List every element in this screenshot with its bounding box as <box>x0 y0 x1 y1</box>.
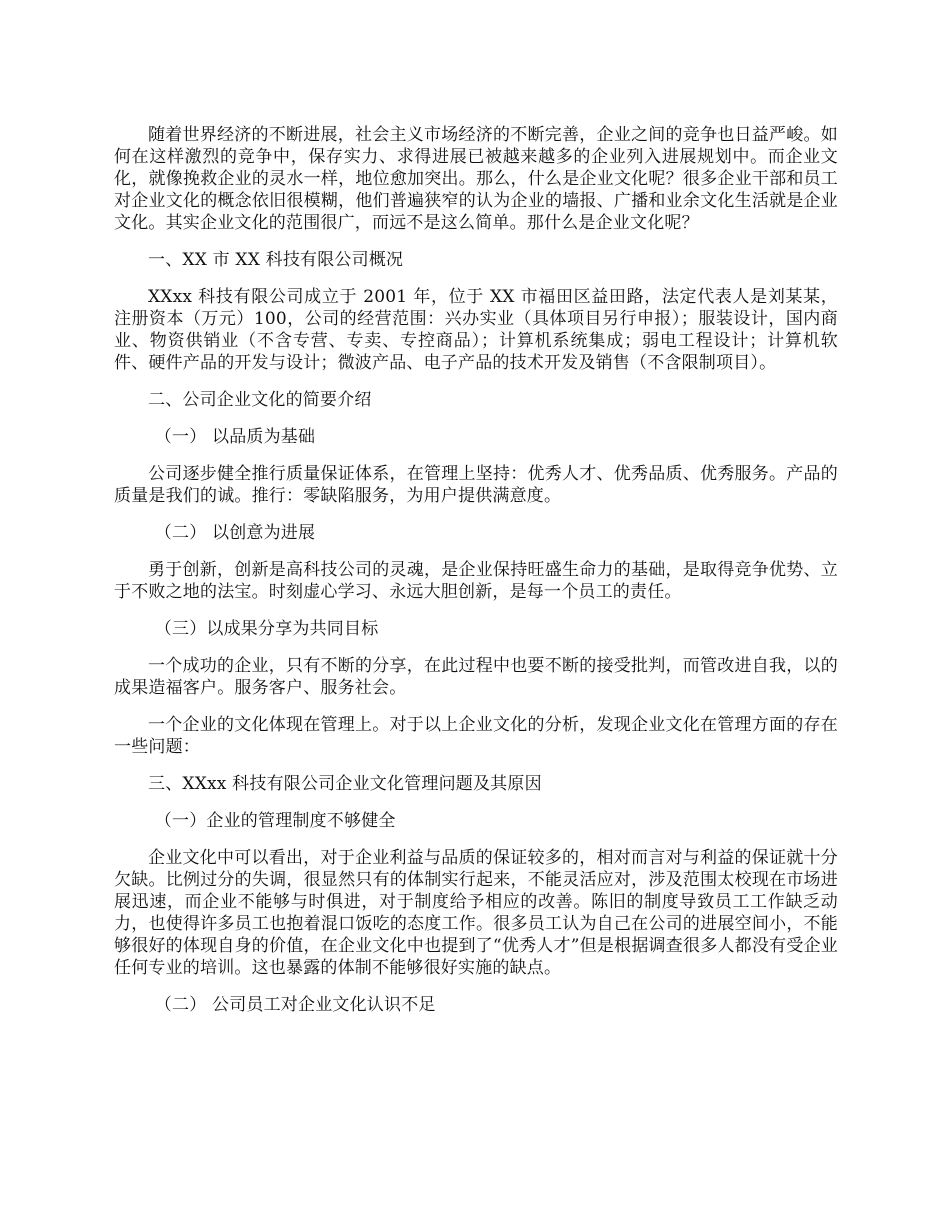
subsection-heading-3-2: （二） 公司员工对企业文化认识不足 <box>154 995 436 1015</box>
subsection-heading-2-3: （三）以成果分享为共同目标 <box>154 619 379 639</box>
innovation-paragraph: 勇于创新，创新是高科技公司的灵魂，是企业保持旺盛生命力的基础，是取得竞争优势、立于不败之地的法宝。时刻虚心学习、永远大胆创新，是每一个员工的责任。 <box>114 560 838 602</box>
company-overview-paragraph: XXxx 科技有限公司成立于 2001 年，位于 XX 市福田区益田路，法定代表人是刘某某，注册资本（万元）100，公司的经营范围：兴办实业（具体项目另行申报）；服装设计，国内商业、物资供销业（不含专营、专卖、专控商品）；计算机系统集成；弱电工程设计；计算机软件、硬件产品的开发与设计；微波产品、电子产品的技术开发及销售（不含限制项目）。 <box>114 287 838 373</box>
document-page <box>114 124 838 1031</box>
management-system-paragraph: 企业文化中可以看出，对于企业利益与品质的保证较多的，相对而言对与利益的保证就十分欠缺。比例过分的失调，很显然只有的体制实行起来，不能灵活应对，涉及范围太校现在市场进展迅速，而企业不能够与时俱进，对于制度给予相应的改善。陈旧的制度导致员工工作缺乏动力，也使得许多员工也抱着混口饭吃的态度工作。很多员工认为自己在公司的进展空间小，不能够很好的体现自身的价值，在企业文化中也提到了“优秀人才”但是根据调查很多人都没有受企业任何专业的培训。这也暴露的体制不能够很好实施的缺点。 <box>114 848 838 978</box>
subsection-heading-2-1: （一） 以品质为基础 <box>154 427 316 447</box>
subsection-heading-2-2: （二） 以创意为进展 <box>154 523 316 543</box>
management-intro-paragraph: 一个企业的文化体现在管理上。对于以上企业文化的分析，发现企业文化在管理方面的存在一些问题： <box>114 715 838 757</box>
section-heading-2: 二、公司企业文化的简要介绍 <box>148 390 372 410</box>
subsection-heading-3-1: （一）企业的管理制度不够健全 <box>154 811 396 831</box>
sharing-paragraph: 一个成功的企业，只有不断的分享，在此过程中也要不断的接受批判，而管改进自我，以的成果造福客户。服务客户、服务社会。 <box>114 656 838 698</box>
section-heading-1: 一、XX 市 XX 科技有限公司概况 <box>148 250 404 270</box>
quality-paragraph: 公司逐步健全推行质量保证体系，在管理上坚持：优秀人才、优秀品质、优秀服务。产品的质量是我们的诚。推行：零缺陷服务，为用户提供满意度。 <box>114 464 838 506</box>
intro-paragraph: 随着世界经济的不断进展，社会主义市场经济的不断完善，企业之间的竞争也日益严峻。如何在这样激烈的竞争中，保存实力、求得进展已被越来越多的企业列入进展规划中。而企业文化，就像挽救企业的灵水一样，地位愈加突出。那么，什么是企业文化呢？很多企业干部和员工对企业文化的概念依旧很模糊，他们普遍狭窄的认为企业的墙报、广播和业余文化生活就是企业文化。其实企业文化的范围很广，而远不是这么简单。那什么是企业文化呢？ <box>114 125 838 233</box>
section-heading-3: 三、XXxx 科技有限公司企业文化管理问题及其原因 <box>148 774 542 794</box>
